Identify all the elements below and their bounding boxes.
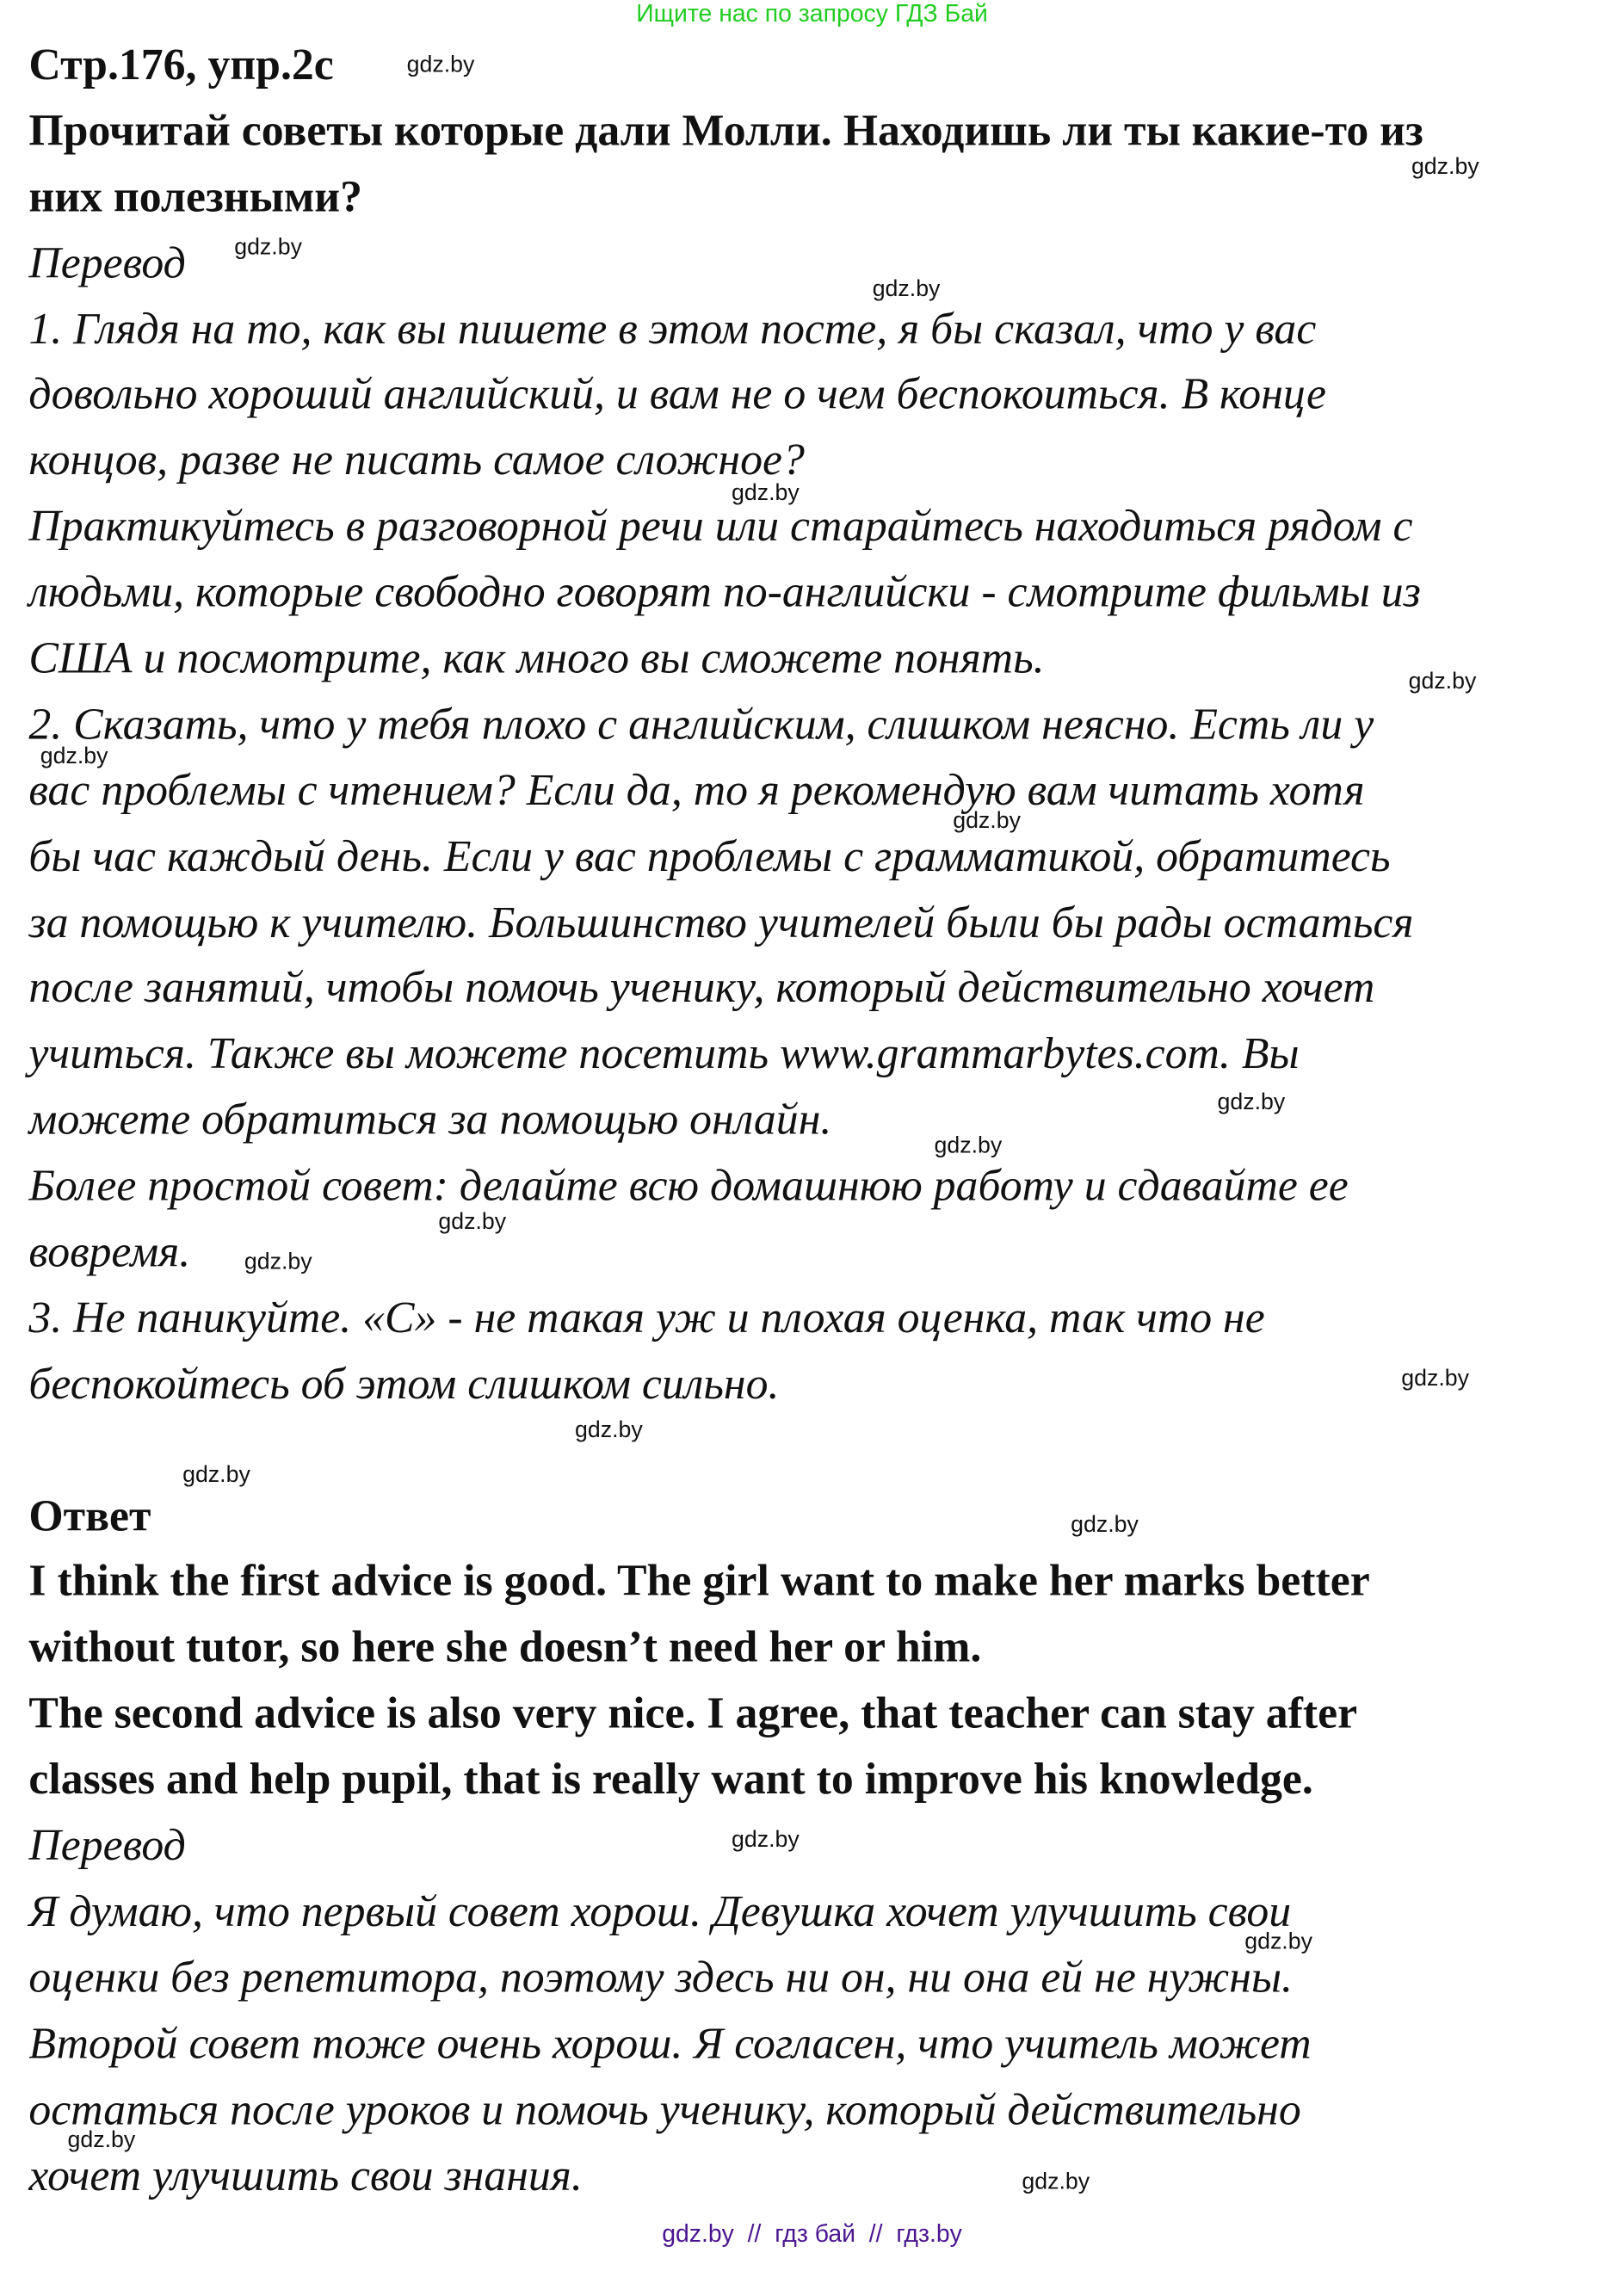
answer-translation-line: хочет улучшить свои знания. <box>28 2149 583 2200</box>
watermark: gdz.by <box>182 1463 250 1488</box>
translation-line: 3. Не паникуйте. «С» - не такая уж и плохая оценка, так что не <box>28 1292 1265 1342</box>
watermark: gdz.by <box>40 744 108 769</box>
translation-line: учиться. Также вы можете посетить www.grammarbytes.com. Вы <box>28 1028 1300 1079</box>
spacer <box>28 1416 1616 1483</box>
translation-line: 1. Глядя на то, как вы пишете в этом посте, я бы сказал, что у вас <box>28 302 1317 354</box>
translation-label: Перевод <box>28 237 186 287</box>
footer-links[interactable]: gdz.by // гдз бай // гдз.by <box>662 2220 962 2248</box>
search-banner[interactable]: Ищите нас по запросу ГДЗ Бай <box>636 0 988 28</box>
translation-line: вовремя. <box>28 1225 191 1277</box>
task-line: Прочитай советы которые дали Молли. Находишь ли ты какие-то из <box>28 104 1423 156</box>
answer-translation-label: Перевод <box>28 1819 186 1870</box>
translation-line: можете обратиться за помощью онлайн. <box>28 1094 832 1145</box>
answer-line: without tutor, so here she doesn’t need her or him. <box>28 1621 982 1672</box>
watermark: gdz.by <box>1411 155 1479 180</box>
task-line: них полезными? <box>28 170 362 221</box>
watermark: gdz.by <box>1071 1513 1139 1538</box>
translation-line: США и посмотрите, как много вы сможете понять. <box>28 632 1045 683</box>
watermark: gdz.by <box>953 809 1021 834</box>
translation-line: 2. Сказать, что у тебя плохо с английским, слишком неясно. Есть ли у <box>28 698 1374 749</box>
answer-translation-line: Второй совет тоже очень хорош. Я согласен, что учитель может <box>28 2017 1312 2068</box>
translation-line: после занятий, чтобы помочь ученику, который действительно хочет <box>28 962 1375 1013</box>
watermark: gdz.by <box>1022 2169 1090 2195</box>
translation-line: Практикуйтесь в разговорной речи или старайтесь находиться рядом с <box>28 500 1413 552</box>
watermark: gdz.by <box>1217 1090 1286 1115</box>
translation-line: концов, разве не писать самое сложное? <box>28 434 805 485</box>
translation-line: вас проблемы с чтением? Если да, то я рекомендую вам читать хотя <box>28 764 1365 815</box>
answer-line: classes and help pupil, that is really want to improve his knowledge. <box>28 1753 1313 1805</box>
watermark: gdz.by <box>438 1210 507 1235</box>
watermark: gdz.by <box>732 481 800 506</box>
watermark: gdz.by <box>1244 1929 1312 1955</box>
translation-line: бы час каждый день. Если у вас проблемы с грамматикой, обратитесь <box>28 830 1391 881</box>
translation-line: беспокойтесь об этом слишком сильно. <box>28 1357 780 1409</box>
watermark: gdz.by <box>1408 670 1477 694</box>
watermark: gdz.by <box>244 1250 312 1275</box>
translation-line: Более простой совет: делайте всю домашнюю работу и сдавайте ее <box>28 1159 1349 1211</box>
answer-translation-line: Я думаю, что первый совет хорош. Девушка хочет улучшить свои <box>28 1885 1292 1936</box>
watermark: gdz.by <box>406 52 475 78</box>
watermark: gdz.by <box>575 1418 643 1443</box>
watermark: gdz.by <box>67 2128 136 2153</box>
answer-translation-line: оценки без репетитора, поэтому здесь ни он, ни она ей не нужны. <box>28 1951 1293 2003</box>
translation-line: людьми, которые свободно говорят по-английски - смотрите фильмы из <box>28 566 1421 617</box>
translation-line: довольно хороший английский, и вам не о чем беспокоиться. В конце <box>28 368 1327 419</box>
page-title: Стр.176, упр.2с <box>28 39 334 89</box>
watermark: gdz.by <box>872 277 941 302</box>
translation-line: за помощью к учителю. Большинство учителей были бы рады остаться <box>28 896 1414 947</box>
answer-line: I think the first advice is good. The girl want to make her marks better <box>28 1555 1370 1607</box>
watermark: gdz.by <box>732 1828 800 1853</box>
answer-translation-line: остаться после уроков и помочь ученику, который действительно <box>28 2083 1301 2134</box>
answer-line: The second advice is also very nice. I agree, that teacher can stay after <box>28 1688 1358 1738</box>
watermark: gdz.by <box>934 1133 1003 1159</box>
document-body <box>28 32 1616 2208</box>
answer-label: Ответ <box>28 1490 151 1540</box>
watermark: gdz.by <box>234 235 302 261</box>
watermark: gdz.by <box>1401 1367 1469 1392</box>
